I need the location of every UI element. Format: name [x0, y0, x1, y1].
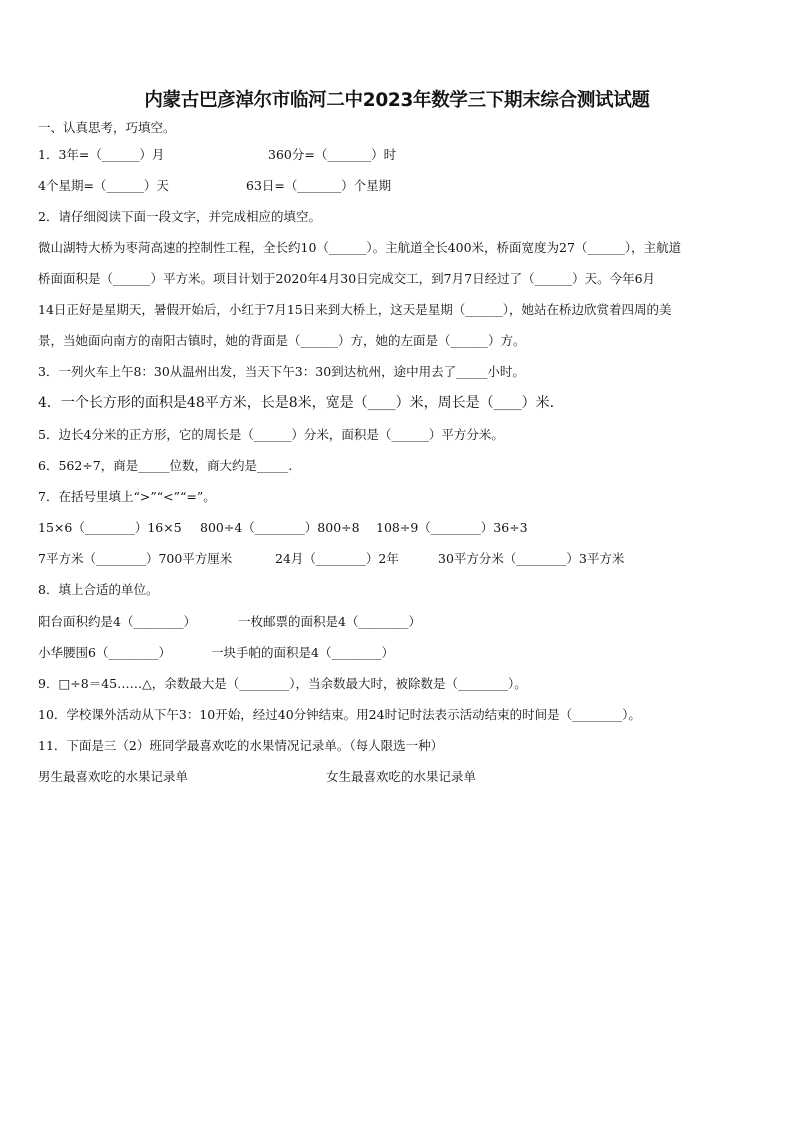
- question-6: 6．562÷7，商是_____位数，商大约是_____.: [38, 458, 293, 473]
- q7-compare-6: 30平方分米（________）3平方米: [438, 551, 625, 566]
- q1-part-b: 360分=（_______）时: [268, 147, 397, 162]
- q11-boys-record-label: 男生最喜欢吃的水果记录单: [38, 769, 189, 784]
- question-9: 9．□÷8＝45……△，余数最大是（________），当余数最大时，被除数是（________）。: [38, 676, 527, 691]
- q2-stem: 2．请仔细阅读下面一段文字，并完成相应的填空。: [38, 209, 321, 224]
- q2-paragraph-line-4: 景，当她面向南方的南阳古镇时，她的背面是（______）方，她的左面是（______）方。: [38, 333, 526, 348]
- q1-part-d: 63日=（_______）个星期: [246, 178, 392, 193]
- q8-part-d: 一块手帕的面积是4（________）: [211, 645, 394, 660]
- q11-stem: 11．下面是三（2）班同学最喜欢吃的水果情况记录单。（每人限选一种）: [38, 738, 444, 753]
- q11-girls-record-label: 女生最喜欢吃的水果记录单: [326, 769, 477, 784]
- q1-part-a: 1．3年=（______）月: [38, 147, 165, 162]
- section-heading: 一、认真思考，巧填空。: [38, 120, 176, 135]
- question-4: 4．一个长方形的面积是48平方米，长是8米，宽是（____）米，周长是（____）米.: [38, 395, 555, 411]
- question-10: 10．学校课外活动从下午3：10开始，经过40分钟结束。用24时记时法表示活动结束的时间是（________）。: [38, 707, 641, 722]
- q7-stem: 7．在括号里填上“>”“<”“=”。: [38, 489, 216, 504]
- q8-stem: 8．填上合适的单位。: [38, 582, 159, 597]
- question-5: 5．边长4分米的正方形，它的周长是（______）分米，面积是（______）平方分米。: [38, 427, 504, 442]
- q8-part-a: 阳台面积约是4（________）: [38, 614, 196, 629]
- question-3: 3．一列火车上午8：30从温州出发，当天下午3：30到达杭州，途中用去了_____小时。: [38, 364, 525, 379]
- q7-compare-1: 15×6（________）16×5: [38, 520, 182, 535]
- page-title: 内蒙古巴彦淖尔市临河二中2023年数学三下期末综合测试试题: [144, 90, 650, 111]
- q2-paragraph-line-3: 14日正好是星期天，暑假开始后，小红于7月15日来到大桥上，这天是星期（______），她站在桥边欣赏着四周的美: [38, 302, 672, 317]
- q2-paragraph-line-2: 桥面面积是（______）平方米。项目计划于2020年4月30日完成交工，到7月7日经过了（______）天。今年6月: [38, 271, 656, 286]
- q7-compare-3: 108÷9（________）36÷3: [376, 520, 528, 535]
- q7-compare-4: 7平方米（________）700平方厘米: [38, 551, 233, 566]
- q1-part-c: 4个星期=（______）天: [38, 178, 169, 193]
- q2-paragraph-line-1: 微山湖特大桥为枣菏高速的控制性工程，全长约10（______）。主航道全长400米，桥面宽度为27（______），主航道: [38, 240, 682, 255]
- q7-compare-2: 800÷4（________）800÷8: [200, 520, 360, 535]
- q7-compare-5: 24月（________）2年: [275, 551, 399, 566]
- q8-part-b: 一枚邮票的面积是4（________）: [238, 614, 421, 629]
- q8-part-c: 小华腰围6（________）: [38, 645, 171, 660]
